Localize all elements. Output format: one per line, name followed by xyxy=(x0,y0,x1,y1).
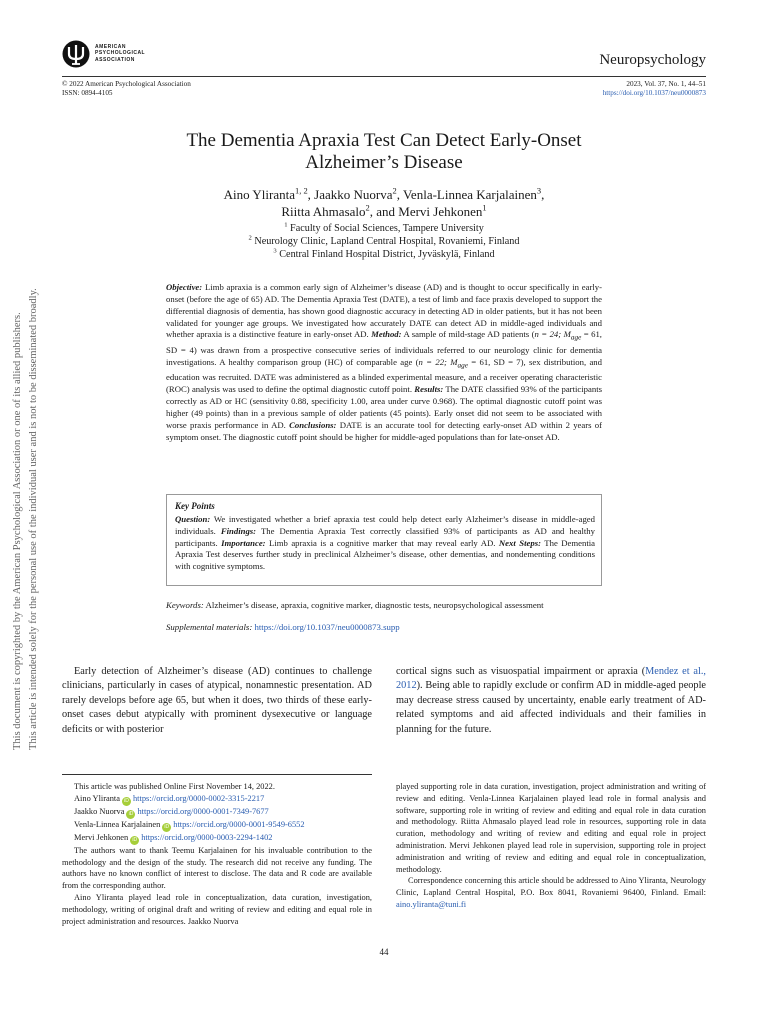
body-right-column xyxy=(396,665,706,737)
keywords-label: Keywords: xyxy=(166,600,204,610)
orcid-name: Mervi Jehkonen xyxy=(74,832,129,842)
body-text: ). Being able to rapidly exclude or confirm AD in middle-aged people may decrease stress caused by uncertainty, enable early treatment of AD-related symptoms and aid affected individuals and their families in planning for the future. xyxy=(396,680,706,735)
abstract-method-text: = 61, SD = 7), sex distribution, and education was recruited. DATE was administered as a blinded experimental measure, and a receiver operating characteristic (ROC) analysis was used to define the optimal diagnostic cutoff point. xyxy=(166,356,602,395)
orcid-name: Aino Yliranta xyxy=(74,793,120,803)
author-affil-sup: 2 xyxy=(392,185,397,196)
author-line xyxy=(120,203,648,220)
title-line: Alzheimer’s Disease xyxy=(305,152,463,173)
title-line: The Dementia Apraxia Test Can Detect Early-Onset xyxy=(186,130,582,151)
author-affil-sup: 1, 2 xyxy=(295,185,308,196)
kp-findings-label: Findings: xyxy=(220,525,257,536)
abstract-results-label: Results: xyxy=(414,384,444,395)
author-line xyxy=(120,186,648,203)
doi-link[interactable]: https://doi.org/10.1037/neu0000873 xyxy=(602,89,706,97)
author-sep: , and xyxy=(369,204,399,219)
orcid-icon: iD xyxy=(162,823,171,832)
author-name: Mervi Jehkonen xyxy=(398,204,483,219)
abstract-method-sub: age xyxy=(457,361,468,370)
author-affil-sup: 1 xyxy=(482,202,487,213)
author-sep: , xyxy=(307,187,315,202)
orcid-icon: iD xyxy=(130,836,139,845)
page-number: 44 xyxy=(379,947,389,957)
author-name: Venla-Linnea Karjalainen xyxy=(402,187,537,202)
orcid-entry xyxy=(62,832,372,845)
orcid-icon: iD xyxy=(122,797,131,806)
sidebar-line: This document is copyrighted by the American Psychological Association or one of its allied publishers. xyxy=(12,312,23,750)
orcid-link[interactable]: https://orcid.org/0000-0001-7349-7677 xyxy=(137,806,269,816)
sidebar-line: This article is intended solely for the personal use of the individual user and is not to be disseminated broadly. xyxy=(28,288,39,750)
published-note: This article was published Online First November 14, 2022. xyxy=(74,782,275,791)
footnotes-left xyxy=(62,781,372,927)
abstract-conclusions-label: Conclusions: xyxy=(289,419,337,430)
orcid-name: Jaakko Nuorva xyxy=(74,806,125,816)
affiliation xyxy=(120,235,648,248)
logo-line: PSYCHOLOGICAL xyxy=(95,50,146,57)
citation: 2023, Vol. 37, No. 1, 44–51 xyxy=(626,80,706,88)
author-affil-sup: 2 xyxy=(365,202,370,213)
correspondence xyxy=(396,875,706,910)
author-name: Riitta Ahmasalo xyxy=(281,204,366,219)
affiliation xyxy=(120,248,648,261)
affiliation-text: Neurology Clinic, Lapland Central Hospital, Rovaniemi, Finland xyxy=(254,236,520,247)
citation-block xyxy=(603,80,706,98)
supp-link[interactable]: https://doi.org/10.1037/neu0000873.supp xyxy=(254,622,400,632)
orcid-link[interactable]: https://orcid.org/0000-0002-3315-2217 xyxy=(132,793,265,803)
supp-label: Supplemental materials: xyxy=(166,622,253,632)
abstract-conclusions: DATE is an accurate tool for detecting early-onset AD within 2 years of symptom onset. The diagnostic cutoff point should be higher for middle-aged populations than for late-onset AD. xyxy=(166,419,603,442)
abstract xyxy=(166,282,602,443)
affiliation xyxy=(120,222,648,235)
keywords xyxy=(166,600,606,611)
copyright-sidebar xyxy=(10,290,46,750)
logo-line: ASSOCIATION xyxy=(95,56,135,63)
key-points-body xyxy=(175,514,595,573)
affiliations xyxy=(120,222,648,261)
apa-psi-icon xyxy=(62,40,90,68)
article-title xyxy=(100,130,668,174)
orcid-link[interactable]: https://orcid.org/0000-0001-9549-6552 xyxy=(173,819,305,829)
kp-next: The Dementia Apraxia Test deserves further study in preclinical Alzheimer’s disease, other dementias, and nondementing conditions with cognitive symptoms. xyxy=(175,537,596,572)
kp-importance-label: Importance: xyxy=(221,537,266,548)
orcid-icon: iD xyxy=(126,810,135,819)
apa-logo xyxy=(62,40,222,70)
author-name: Jaakko Nuorva xyxy=(314,187,393,202)
author-affil-sup: 3 xyxy=(536,185,542,196)
orcid-name: Venla-Linnea Karjalainen xyxy=(74,819,161,829)
abstract-method-label: Method: xyxy=(371,329,402,340)
kp-importance: Limb apraxia is a cognitive marker that may reveal early AD. xyxy=(269,537,496,548)
affiliation-num: 2 xyxy=(248,234,252,242)
affiliation-text: Central Finland Hospital District, Jyväskylä, Finland xyxy=(279,249,495,260)
author-sep: , xyxy=(396,187,403,202)
affiliation-num: 3 xyxy=(273,247,277,255)
abstract-method-text: = 61, SD = 4) was drawn from a prospective consecutive series of individuals referred to our neurology clinic for dementia investigations. A healthy comparison group (HC) of comparable age ( xyxy=(166,329,602,367)
footnote-divider xyxy=(62,774,372,775)
abstract-results: The DATE classified 93% of the participants correctly as AD or HC (sensitivity 0.88, specificity 1.00, area under curve 0.968). The optimal diagnostic cutoff point was higher (49 points) than in a previous sample of older patients (45 points). Early onset did not seem to be associated with worse praxis performance in AD. xyxy=(166,384,602,430)
copyright: © 2022 American Psychological Association xyxy=(62,80,191,88)
keywords-text: Alzheimer’s disease, apraxia, cognitive marker, diagnostic tests, neuropsychological assessment xyxy=(205,600,544,610)
author-name: Aino Yliranta xyxy=(223,187,295,202)
author-roles: Aino Yliranta played lead role in conceptualization, data curation, investigation, methodology, writing of original draft and writing of review and editing and equal role in project administration and resources. Jaakko Nuorva xyxy=(62,892,372,926)
abstract-objective: Limb apraxia is a common early sign of Alzheimer’s disease (AD) and is thought to occur specifically in early-onset (before the age of 65) AD. The Dementia Apraxia Test (DATE), a test of limb and face praxis developed to support the differential diagnosis of dementia, has shown good diagnostic accuracy in detecting AD in older patients, but it has not been validated for younger age groups. We investigated how accurately DATE can detect AD in middle-aged individuals and whether apraxia is a distinctive feature in early-onset AD. xyxy=(166,282,603,340)
kp-findings: The Dementia Apraxia Test correctly classified 93% of participants as AD and healthy participants. xyxy=(175,525,595,548)
orcid-link[interactable]: https://orcid.org/0000-0003-2294-1402 xyxy=(141,832,273,842)
journal-name: Neuropsychology xyxy=(599,52,706,68)
abstract-objective-label: Objective: xyxy=(166,282,203,292)
abstract-method-stat: n = 22; M xyxy=(418,356,458,367)
author-roles-continued: played supporting role in data curation, investigation, project administration and writing of review and editing. Venla-Linnea Karjalainen played lead role in formal analysis and software, supporting role in writing of review and editing and equal role in data curation and methodology. Riitta Ahmasalo played lead role in resources, supporting role in data curation, methodology and writing of review and editing and equal role in project administration. Mervi Jehkonen played lead role in supervision, supporting role in project administration and writing of review and editing and equal role in conceptualization, methodology. xyxy=(396,782,706,874)
author-sep: , xyxy=(541,187,545,202)
orcid-entry xyxy=(62,806,372,819)
orcid-entry xyxy=(62,793,372,806)
supplemental-materials xyxy=(166,622,606,633)
email-link[interactable]: aino.yliranta@tuni.fi xyxy=(396,899,467,909)
body-left-column: Early detection of Alzheimer’s disease (AD) continues to challenge clinicians, particularly in cases of atypical, nonamnestic presentation. AD rarely develops before age 65, but when it does, two thirds of these early-onset cases debut atypically with prominent dysexecutive or language deficits or with posterior xyxy=(62,666,372,735)
author-list xyxy=(120,186,648,220)
footnotes-right xyxy=(396,781,706,911)
abstract-method-stat: n = 24; M xyxy=(534,329,571,340)
citation-link[interactable]: Mendez et al., 2012 xyxy=(396,666,706,692)
abstract-method-sub: age xyxy=(570,334,582,343)
orcid-entry xyxy=(62,819,372,832)
kp-next-label: Next Steps: xyxy=(498,537,541,548)
correspondence-text: Correspondence concerning this article should be addressed to Aino Yliranta, Neurology Clinic, Lapland Central Hospital, P.O. Box 8041, Rovaniemi 96400, Finland. Email: xyxy=(396,876,706,898)
header-divider xyxy=(62,76,706,77)
kp-question: We investigated whether a brief apraxia test could help detect early Alzheimer’s disease in middle-aged individuals. xyxy=(175,514,595,536)
issn: ISSN: 0894-4105 xyxy=(62,89,113,97)
abstract-method-text: A sample of mild-stage AD patients ( xyxy=(403,329,535,340)
acknowledgments: The authors want to thank Teemu Karjalainen for his invaluable contribution to the methodology and the design of the study. The research did not receive any funding. The authors have no known conflict of interest to disclose. The data and R code are available from the corresponding author. xyxy=(62,845,372,891)
logo-line: AMERICAN xyxy=(95,44,126,50)
copyright-block xyxy=(62,80,191,98)
key-points-title: Key Points xyxy=(175,501,215,511)
apa-logo-text xyxy=(95,44,145,63)
body-text: cortical signs such as visuospatial impairment or apraxia ( xyxy=(396,666,646,677)
kp-question-label: Question: xyxy=(175,514,211,524)
affiliation-num: 1 xyxy=(284,221,288,229)
affiliation-text: Faculty of Social Sciences, Tampere University xyxy=(290,223,484,234)
